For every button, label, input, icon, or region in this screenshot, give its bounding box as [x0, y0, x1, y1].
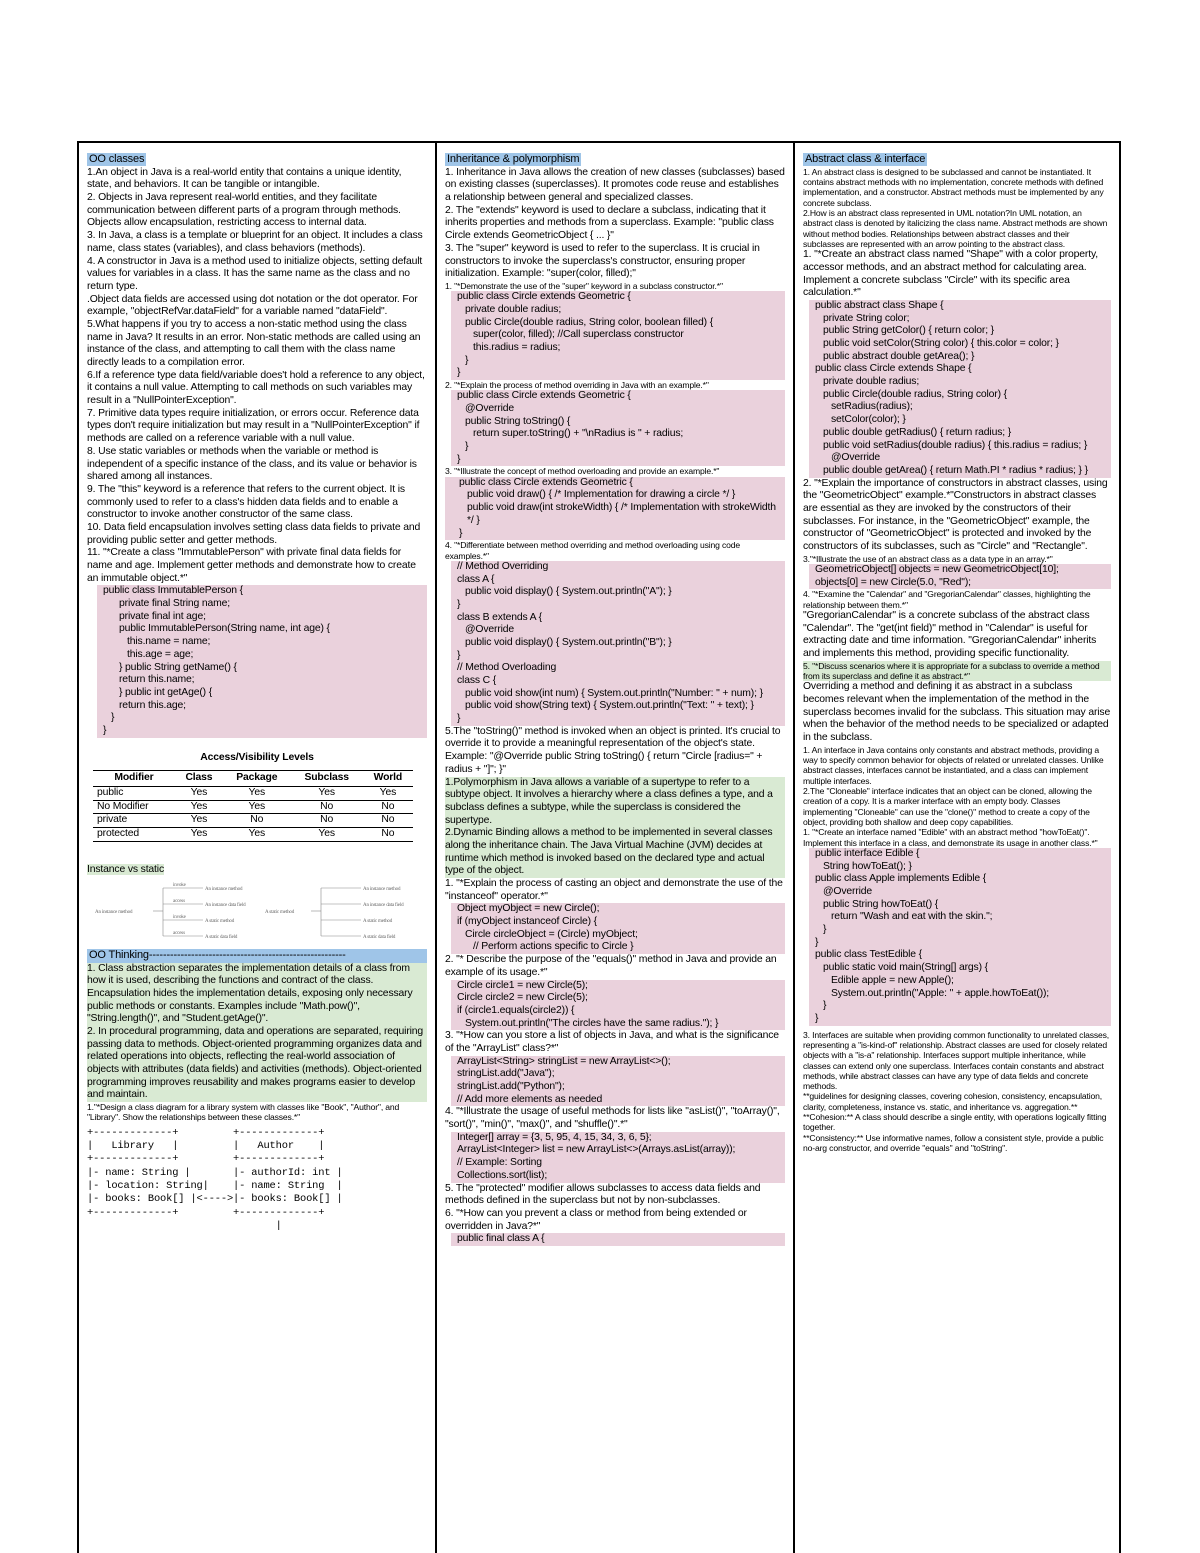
table-cell: No: [291, 800, 363, 814]
code-line: // Example: Sorting: [457, 1157, 542, 1169]
table-cell: Yes: [363, 787, 413, 801]
column-abstract: [795, 143, 1119, 1553]
code-line: if (circle1.equals(circle2)) {: [457, 1004, 575, 1016]
table-cell: No: [363, 828, 413, 842]
code-line: return "Wash and eat with the skin.";: [831, 911, 993, 923]
code-line: private final String name;: [119, 598, 231, 610]
code-block: [445, 477, 785, 540]
code-line: public void display() { System.out.println("B"); }: [465, 636, 672, 648]
code-line: }: [459, 527, 463, 539]
diagram-leaf-label: An instance data field: [363, 903, 404, 909]
table-cell: Yes: [291, 828, 363, 842]
code-line: } public int getAge() {: [119, 686, 213, 698]
diagram-root-label: An instance method: [95, 910, 133, 916]
paragraph: 2.How is an abstract class represented in UML notation?In UML notation, an abstract class is denoted by italicizing the class name. Abstract methods are shown without method bodies. Relationships between abstract classes and their subclasses are represented with an arrow pointing to the abstract class.: [803, 207, 1108, 249]
section-heading-oo-thinking: OO Thinking--------------------------------------------------------: [87, 949, 427, 962]
table-cell: Yes: [223, 787, 291, 801]
table-row: [93, 800, 413, 814]
paragraph: 2.The "Cloneable" interface indicates that an object can be cloned, allowing the creation of a copy. It is a marker interface with an empty body. Classes implementing "Cloneable" can use the "clone()" method to create a copy of the object, providing both shallow and deep copy capabilities.: [803, 786, 1092, 827]
instance-static-diagram: [93, 880, 423, 942]
question: 3. "*Illustrate the concept of method overloading and provide an example.*": [445, 466, 720, 477]
code-line: class A {: [457, 573, 495, 585]
code-line: return this.age;: [119, 699, 186, 711]
code-line: public abstract double getArea(); }: [823, 350, 975, 362]
column-inheritance: [437, 143, 795, 1553]
paragraph: 1. Inheritance in Java allows the creation of new classes (subclasses) based on existing classes (superclasses). It promotes code reuse and establishes a relationship between general and specialized classes.: [445, 166, 785, 204]
table-row: [93, 787, 413, 801]
code-line: public final class A {: [457, 1233, 545, 1245]
diagram-leaf-label: A static method: [205, 919, 235, 925]
code-line: Integer[] array = {3, 5, 95, 4, 15, 34, 3, 6, 5};: [457, 1131, 652, 1143]
code-line: Circle circleObject = (Circle) myObject;: [465, 928, 638, 940]
code-line: this.radius = radius;: [473, 341, 561, 353]
code-line: public class TestEdible {: [815, 949, 922, 961]
code-block: [451, 1056, 785, 1107]
code-block: [451, 1132, 785, 1183]
table-cell: Yes: [175, 787, 223, 801]
paragraph: 10. Data field encapsulation involves setting class data fields to private and providing public setter and getter methods.: [87, 521, 421, 546]
code-line: public ImmutablePerson(String name, int age) {: [119, 623, 330, 635]
code-line: Circle circle2 = new Circle(5);: [457, 992, 588, 1004]
column-oo-classes: [79, 143, 437, 1553]
code-line: private double radius;: [465, 303, 562, 315]
question: 2. "*Explain the process of method overriding in Java with an example.*": [445, 380, 709, 390]
code-line: // Add more elements as needed: [457, 1093, 603, 1105]
code-block: [809, 300, 1111, 478]
paragraph: 5.The "toString()" method is invoked when an object is printed. It's crucial to override it to provide a meaningful representation of the object's state. Example: "@Override public String toString() { return "Circle [radius=" + radius + "]"; }": [445, 725, 781, 775]
code-line: return super.toString() + "\nRadius is " + radius;: [473, 428, 684, 440]
diagram-leaf-label: A static data field: [205, 935, 238, 941]
section-heading-instance-static: Instance vs static: [87, 863, 164, 875]
question: 4. "*Differentiate between method overriding and method overloading using code examples.*": [445, 540, 741, 561]
paragraph: 3. In Java, a class is a template or blueprint for an object. It includes a class name, class states (variables), and class behaviors (methods).: [87, 230, 423, 254]
paragraph: 1.An object in Java is a real-world entity that contains a unique identity, state, and behaviors. It can be tangible or intangible.: [87, 166, 402, 191]
table-header: Modifier: [93, 771, 175, 787]
code-line: public static void main(String[] args) {: [823, 962, 988, 974]
code-line: public void display() { System.out.println("A"); }: [465, 586, 672, 598]
code-line: class B extends A {: [457, 611, 542, 623]
code-line: objects[0] = new Circle(5.0, "Red");: [815, 576, 971, 588]
code-line: Object myObject = new Circle();: [457, 903, 600, 915]
code-line: // Perform actions specific to Circle }: [473, 941, 634, 953]
diagram-leaf-label: An instance data field: [205, 903, 246, 909]
paragraph: 9. The "this" keyword is a reference that refers to the current object. It is commonly used to refer to a class's hidden data fields and to enable a constructor to invoke another constructor of the same class.: [87, 483, 405, 521]
paragraph: 1.Polymorphism in Java allows a variable of a supertype to refer to a subtype object. It involves a hierarchy where a class defines a type, and a subclass defines a subtype, while the superclass is considered the supertype.: [445, 777, 785, 828]
paragraph: 7. Primitive data types require initialization, or errors occur. Reference data types don't require initialization but may result in a "NullPointerException" if methods are called on a reference variable with a null value.: [87, 407, 420, 445]
table-header: Package: [223, 771, 291, 787]
table-cell: No: [291, 814, 363, 828]
code-block: [451, 1233, 785, 1246]
table-cell: Yes: [175, 800, 223, 814]
table-header: Class: [175, 771, 223, 787]
question: 1. "*Explain the process of casting an object and demonstrate the use of the "instanceof" operator.*": [445, 878, 783, 902]
uml-class-diagram: +-------------+ +-------------+ | Library | | Author | +-------------+ +-------------+ |- name: String | |- authorId: int | |- location: String| |- name: String | |- books: Book[] |<---->|- books: Book[] | +-------------+ +-------------+ |: [87, 1126, 343, 1232]
table-cell: No Modifier: [93, 800, 175, 814]
code-line: }: [457, 649, 461, 661]
access-table: [93, 770, 413, 841]
code-block: [97, 585, 427, 737]
code-line: }: [457, 453, 461, 465]
paragraph: 2. In procedural programming, data and operations are separated, requiring passing data to methods. Object-oriented programming organizes data and related operations into objects, reflecting the real-world association of objects with attributes (data fields) and activities (methods). Object-oriented programming improves reusability and makes programs easier to develop and maintain.: [87, 1026, 427, 1102]
table-cell: Yes: [175, 814, 223, 828]
paragraph: **Consistency:** Use informative names, follow a consistent style, provide a public no-arg constructor, and override "equals" and "toString".: [803, 1132, 1104, 1153]
code-line: }: [815, 936, 819, 948]
diagram-leaf-label: A static data field: [363, 935, 396, 941]
paragraph: 6.If a reference type data field/variable does't hold a reference to any object, it contains a null value. Attempting to call methods on such variables may result in a "NullPointerException".: [87, 369, 425, 407]
question: 4. "*Examine the "Calendar" and "GregorianCalendar" classes, highlighting the relationship between them.*": [803, 589, 1091, 610]
code-line: public class Circle extends Geometric {: [457, 390, 631, 402]
code-block: [451, 390, 785, 466]
question: 6. "*How can you prevent a class or method from being extended or overridden in Java?*": [445, 1207, 747, 1232]
code-line: public interface Edible {: [815, 847, 920, 859]
code-line: public class Apple implements Edible {: [815, 873, 987, 885]
section-heading-inheritance: Inheritance & polymorphism: [447, 153, 580, 165]
code-line: public void show(String text) { System.out.println("Text: " + text); }: [465, 700, 754, 712]
code-line: public void draw() { /* Implementation for drawing a circle */ }: [467, 489, 736, 501]
code-line: if (myObject instanceof Circle) {: [457, 916, 597, 928]
code-line: }: [457, 598, 461, 610]
table-cell: Yes: [175, 828, 223, 842]
paragraph: 2. The "extends" keyword is used to declare a subclass, indicating that it inherits properties and methods from a superclass. Example: "public class Circle extends GeometricObject { ... }": [445, 204, 774, 242]
code-line: public double getRadius() { return radius; }: [823, 426, 1012, 438]
code-line: @Override: [465, 403, 515, 414]
question: 1. "*Create an abstract class named "Shape" with a color property, accessor methods, and an abstract method for calculating area. Implement a concrete subclass "Circle" with its specific area calculation.*": [803, 249, 1098, 299]
code-line: @Override: [831, 452, 881, 464]
section-heading-oo-classes: OO classes: [89, 153, 145, 165]
code-line: public void setColor(String color) { this.color = color; }: [823, 338, 1059, 349]
code-line: this.name = name;: [127, 636, 211, 648]
edge-label: access: [173, 899, 185, 905]
paragraph: 2.Dynamic Binding allows a method to be implemented in several classes along the inheritance chain. The Java Virtual Machine (JVM) decides at runtime which method is invoked based on the declared type and actual type of the object.: [445, 827, 785, 878]
code-line: public abstract class Shape {: [815, 299, 944, 311]
code-block: [809, 848, 1111, 1026]
code-line: public class Circle extends Geometric {: [459, 476, 633, 488]
question: 2. "* Describe the purpose of the "equals()" method in Java and provide an example of its usage.*": [445, 954, 777, 978]
code-line: }: [815, 1012, 819, 1024]
code-line: System.out.println("The circles have the same radius."); }: [465, 1017, 719, 1029]
diagram-leaf-label: A static method: [363, 919, 393, 925]
code-line: setColor(color); }: [831, 414, 906, 426]
section-heading-abstract: Abstract class & interface: [805, 153, 926, 165]
code-line: @Override: [465, 624, 515, 636]
edge-label: invoke: [173, 915, 186, 921]
code-line: Circle circle1 = new Circle(5);: [457, 979, 588, 991]
code-line: stringList.add("Python");: [457, 1081, 565, 1092]
table-cell: Yes: [223, 828, 291, 842]
code-line: ArrayList<String> stringList = new ArrayList<>();: [457, 1055, 671, 1067]
question: 1."*Design a class diagram for a library system with classes like "Book", "Author", and "Library". Show the relationships between these classes.*": [87, 1102, 400, 1123]
code-line: stringList.add("Java");: [457, 1068, 555, 1080]
code-line: }: [823, 1000, 827, 1012]
paragraph: **Cohesion:** A class should describe a single entity, with operations logically fitting together.: [803, 1112, 1107, 1133]
paragraph: 2. "*Explain the importance of constructors in abstract classes, using the "GeometricObject" example.*"Constructors in abstract classes are essential as they are invoked by the constructors of their subclasses. For instance, in the "GeometricObject" example, the constructor of "GeometricObject" is protected and invoked by the constructors of its subclasses, such as "Circle" and "Rectangle".: [803, 477, 1108, 552]
code-line: }: [465, 354, 469, 366]
code-line: private String color;: [823, 312, 910, 324]
table-cell: No: [223, 814, 291, 828]
code-line: public class Circle extends Geometric {: [457, 291, 631, 303]
paragraph: **guidelines for designing classes, covering cohesion, consistency, encapsulation, clarity, completeness, instance vs. static, and inheritance vs. aggregation.**: [803, 1091, 1103, 1112]
edge-label: access: [173, 931, 185, 937]
code-block: [451, 561, 785, 726]
code-line: public void draw(int strokeWidth) { /* Implementation with strokeWidth */ }: [467, 502, 776, 526]
question: 1. "*Create an interface named "Edible" with an abstract method "howToEat()". Implement this interface in a class, and demonstrate its usage in another class.*": [803, 827, 1098, 848]
code-block: [451, 291, 785, 380]
diagram-root-label: A static method: [265, 910, 295, 916]
code-line: System.out.println("Apple: " + apple.howToEat());: [831, 987, 1050, 999]
question: 5. "*Discuss scenarios where it is appropriate for a subclass to override a method from its superclass and define it as abstract.*": [803, 661, 1111, 682]
table-cell: Yes: [291, 787, 363, 801]
code-line: public void setRadius(double radius) { this.radius = radius; }: [823, 439, 1088, 451]
code-line: public String toString() {: [465, 415, 571, 427]
table-row: [93, 814, 413, 828]
code-line: // Method Overloading: [457, 662, 557, 674]
paragraph: 1. Class abstraction separates the implementation details of a class from how it is used, describing the functions and contract of the class. Encapsulation hides the implementation details, exposing only necessary public methods or constants. Examples include "Math.pow()", "String.length()", and "Student.getAge()".: [87, 963, 427, 1026]
question: 11. "*Create a class "ImmutablePerson" with private final data fields for name and age. Implement getter methods and demonstrate how to create an immutable object.*": [87, 547, 416, 584]
code-line: public Circle(double radius, String color, boolean filled) {: [465, 316, 714, 328]
code-line: Collections.sort(list);: [457, 1169, 548, 1181]
paragraph: .Object data fields are accessed using dot notation or the dot operator. For example, "objectRefVar.dataField" for a variable named "dataField".: [87, 293, 418, 318]
code-line: setRadius(radius);: [831, 401, 913, 413]
code-line: }: [457, 713, 461, 725]
paragraph: "GregorianCalendar" is a concrete subclass of the abstract class "Calendar". The "get(int field)" method in "Calendar" is useful for extracting date and time information. "GregorianCalendar" inherits and implements this method, providing specific functionality.: [803, 610, 1097, 660]
table-row: [93, 828, 413, 842]
code-line: private double radius;: [823, 376, 920, 388]
paragraph: 4. A constructor in Java is a method used to initialize objects, setting default values for variables in a class. It has the same name as the class and no return type.: [87, 255, 423, 292]
cheat-sheet: [77, 141, 1121, 1553]
code-line: public String getColor() { return color; }: [823, 325, 995, 337]
table-cell: protected: [93, 828, 175, 842]
access-table-title: Access/Visibility Levels: [200, 751, 314, 763]
code-line: public class Circle extends Shape {: [815, 363, 972, 375]
code-block: [809, 564, 1111, 589]
paragraph: 1. An abstract class is designed to be subclassed and cannot be instantiated. It contains abstract methods with no implementation, concrete methods with defined implementation, and a constructor. Abstract methods must be implemented by any concrete subclass.: [803, 166, 1104, 208]
paragraph: 1. An interface in Java contains only constants and abstract methods, providing a way to specify common behavior for objects of related or unrelated classes. Unlike abstract classes, interfaces cannot be instantiated, and a class can implement multiple interfaces.: [803, 744, 1104, 786]
edge-label: invoke: [173, 883, 186, 889]
code-line: }: [465, 441, 469, 453]
table-header: Subclass: [291, 771, 363, 787]
code-line: }: [103, 724, 107, 736]
table-cell: Yes: [223, 800, 291, 814]
code-line: this.age = age;: [127, 648, 194, 660]
code-line: private final int age;: [119, 610, 206, 622]
diagram-leaf-label: An instance method: [363, 887, 401, 893]
code-line: super(color, filled); //Call superclass constructor: [473, 329, 684, 341]
table-cell: No: [363, 814, 413, 828]
code-line: // Method Overriding: [457, 560, 549, 572]
code-line: public String howToEat() {: [823, 898, 939, 910]
question: 3. "*How can you store a list of objects in Java, and what is the significance of the "ArrayList" class?*": [445, 1030, 779, 1054]
table-cell: public: [93, 787, 175, 801]
paragraph: Overriding a method and defining it as abstract in a subclass becomes relevant when the implementation of the method in the superclass becomes invalid for the subclass. This situation may arise when the behavior of the method needs to be specialized or adapted in the subclass.: [803, 681, 1111, 744]
code-line: public class ImmutablePerson {: [103, 585, 243, 597]
code-line: }: [823, 924, 827, 936]
question: 1. "*Demonstrate the use of the "super" keyword in a subclass constructor.*": [445, 280, 723, 291]
paragraph: 3. Interfaces are suitable when providing common functionality to unrelated classes, representing a "is-kind-of" relationship. Abstract classes are used for closely related objects with a "is-a" relationship. Interfaces support multiple inheritance, while classes can extend only one superclass. Interfaces contain constants and abstract methods, while abstract classes can have any type of data fields and concrete methods.: [803, 1029, 1110, 1092]
paragraph: 5.What happens if you try to access a non-static method using the class name in Java? It results in an error. Non-static methods are called using an instance of the class, and attempting to call them with the class name directly leads to a compilation error.: [87, 318, 421, 368]
code-line: public Circle(double radius, String color) {: [823, 388, 1007, 400]
paragraph: 3. The "super" keyword is used to refer to the superclass. It is crucial in constructors to invoke the superclass's constructor, ensuring proper initialization. Example: "super(color, filled);": [445, 242, 760, 280]
question: 3."*Illustrate the use of an abstract class as a data type in an array.*": [803, 553, 1053, 564]
question: 4. "*Illustrate the usage of useful methods for lists like "asList()", "toArray()", "sort()", "min()", "max()", and "shuffle()".*": [445, 1106, 780, 1131]
table-cell: No: [363, 800, 413, 814]
diagram-leaf-label: An instance method: [205, 887, 243, 893]
code-line: Edible apple = new Apple();: [831, 974, 954, 986]
code-line: } public String getName() {: [119, 661, 237, 673]
paragraph: 8. Use static variables or methods when the variable or method is independent of a specific instance of the class, and its value or behavior is shared among all instances.: [87, 445, 417, 483]
code-line: class C {: [457, 675, 497, 686]
paragraph: 5. The "protected" modifier allows subclasses to access data fields and methods defined in the superclass but not by non-subclasses.: [445, 1182, 761, 1207]
code-line: String howToEat(); }: [823, 860, 912, 872]
code-line: @Override: [823, 886, 873, 897]
code-line: }: [111, 712, 115, 724]
table-header: World: [363, 771, 413, 787]
code-line: public double getArea() { return Math.PI * radius * radius; } }: [823, 464, 1088, 476]
paragraph: 2. Objects in Java represent real-world entities, and they facilitate communication between different parts of a program through methods. Objects allow encapsulation, restricting access to internal data.: [87, 192, 401, 229]
code-block: [451, 980, 785, 1031]
code-block: [451, 903, 785, 954]
code-line: }: [457, 367, 461, 379]
code-line: GeometricObject[] objects = new GeometricObject[10];: [815, 564, 1059, 575]
table-cell: private: [93, 814, 175, 828]
code-line: return this.name;: [119, 674, 195, 686]
code-line: public void show(int num) { System.out.println("Number: " + num); }: [465, 687, 763, 699]
code-line: ArrayList<Integer> list = new ArrayList<>(Arrays.asList(array));: [457, 1144, 736, 1156]
